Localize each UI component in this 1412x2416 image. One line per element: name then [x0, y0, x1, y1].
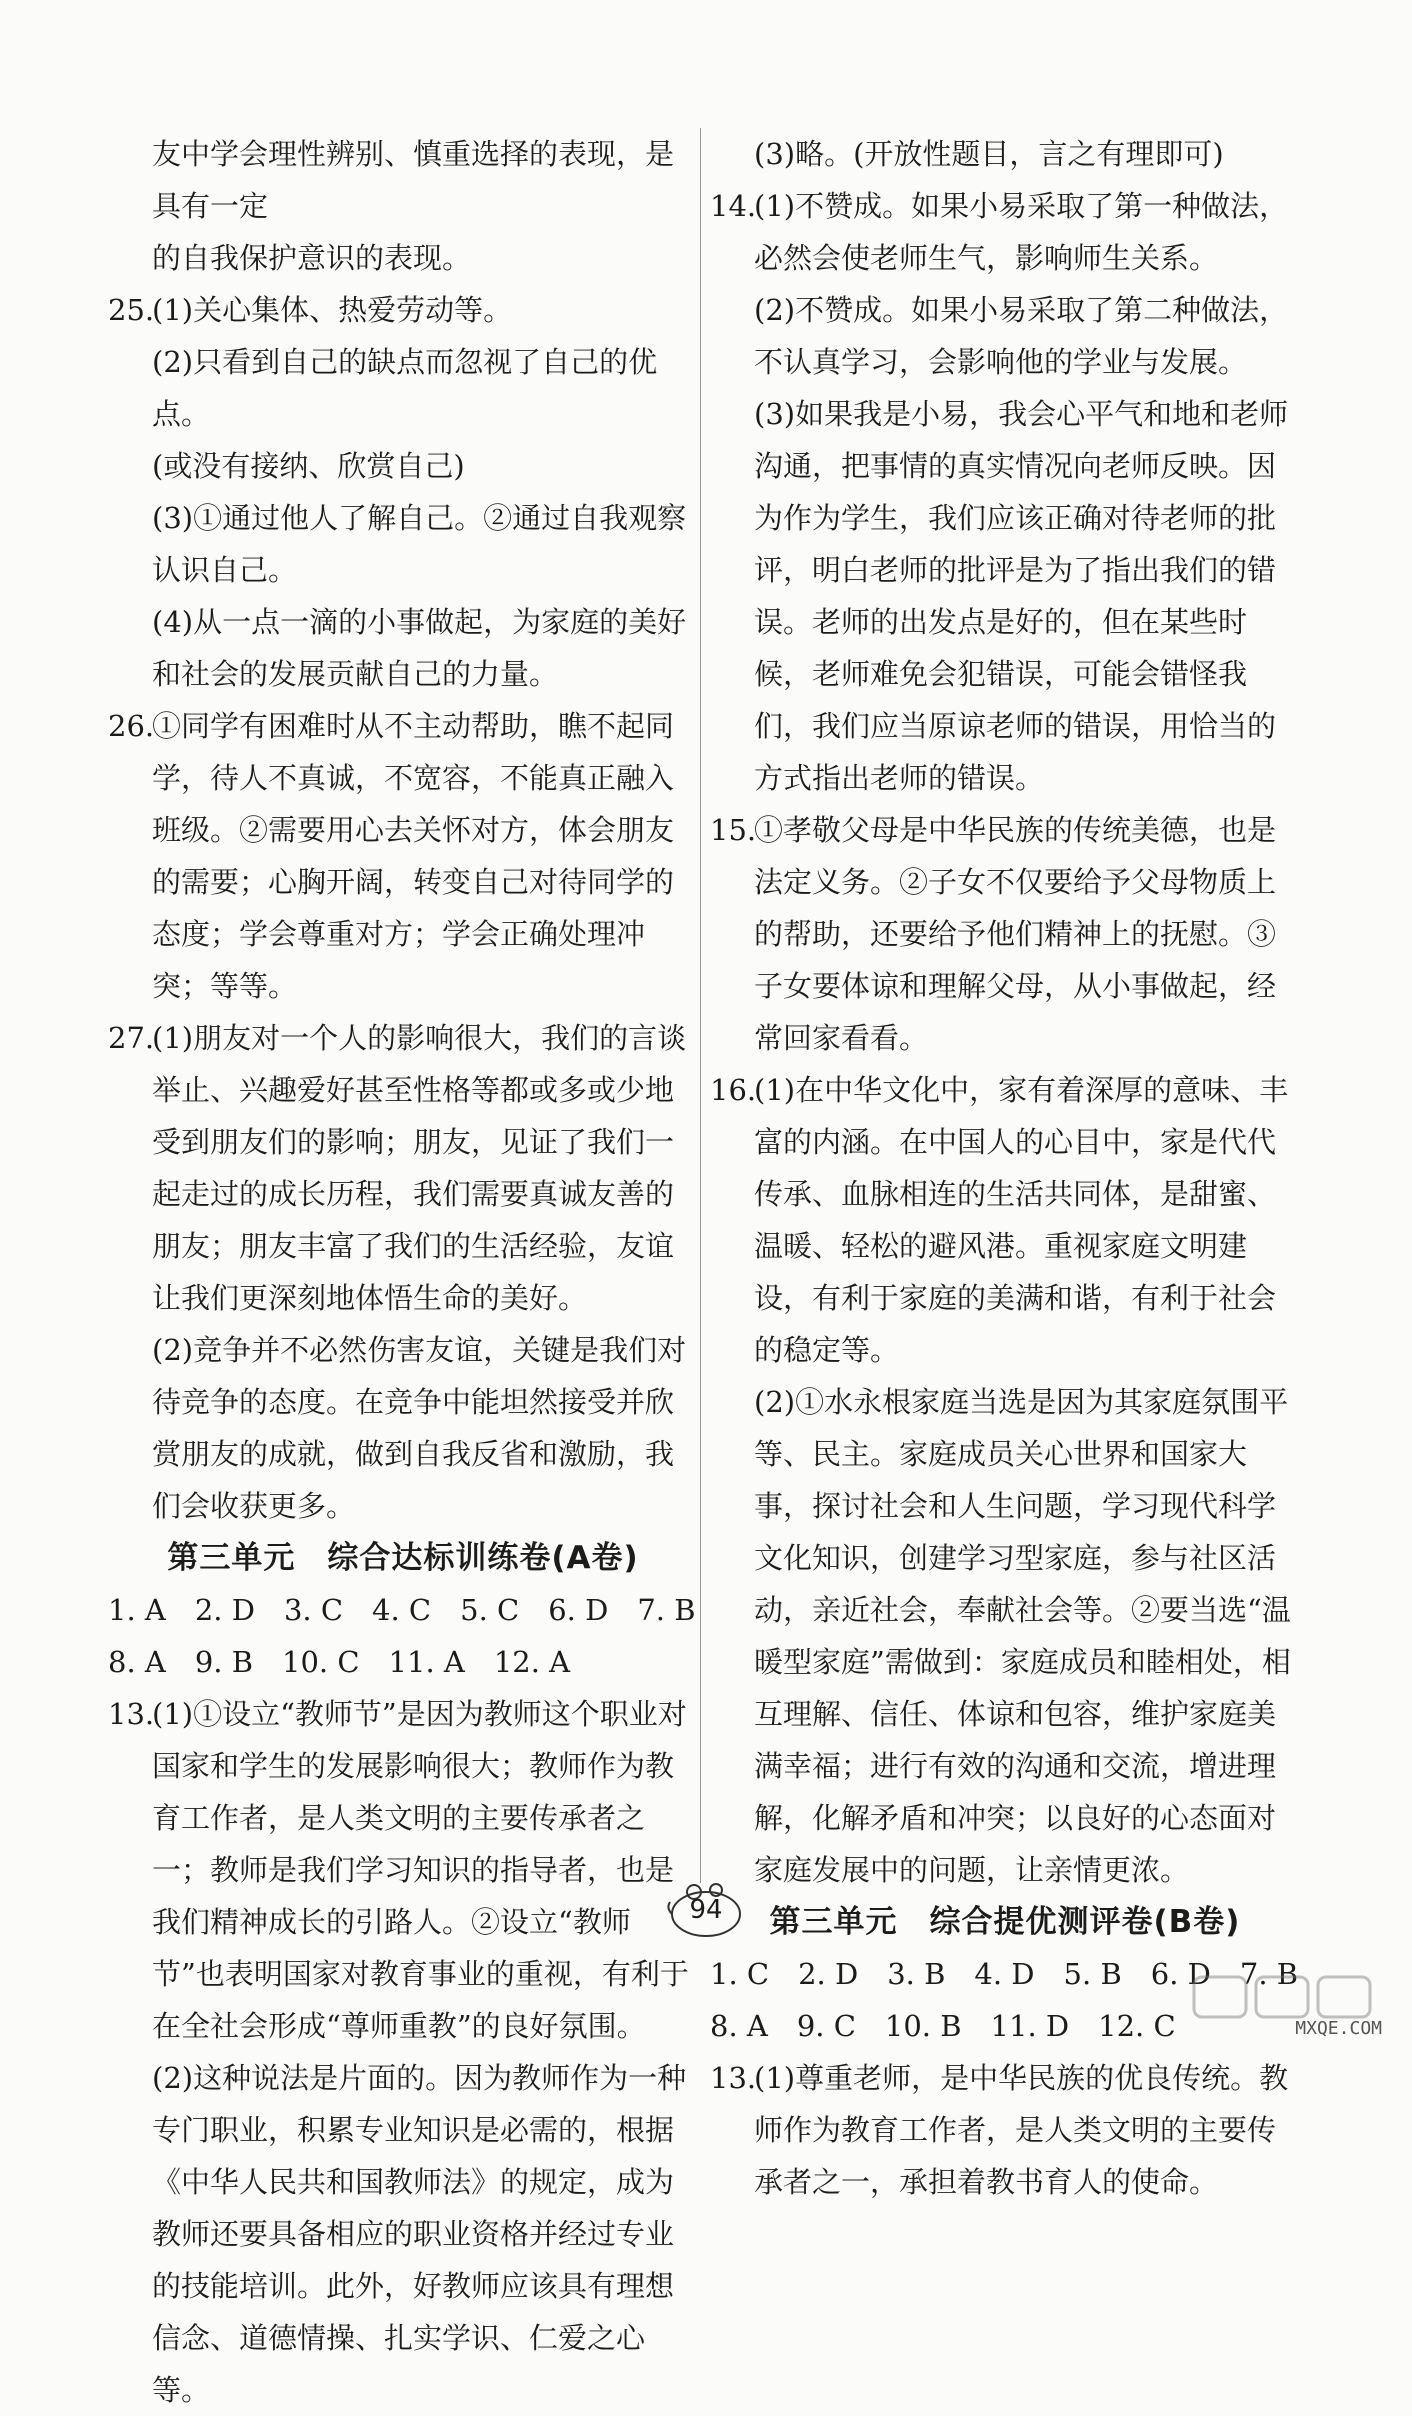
question-15	[710, 804, 1300, 1064]
left-column	[108, 128, 698, 2416]
watermark-text: MXQE.COM	[1295, 2018, 1382, 2039]
question-13-b	[710, 2052, 1300, 2208]
answer-part: (3)①通过他人了解自己。②通过自我观察认识自己。	[152, 501, 687, 587]
question-number: 16.	[710, 1073, 757, 1107]
answer-part: (1)朋友对一个人的影响很大，我们的言谈举止、兴趣爱好甚至性格等都或多或少地受到朋友们的影响；朋友，见证了我们一起走过的成长历程，我们需要真诚友善的朋友；朋友丰富了我们的生活经验，友谊让我们更深刻地体悟生命的美好。	[152, 1021, 687, 1315]
question-16	[710, 1064, 1300, 1896]
page-number: 94	[689, 1895, 723, 1925]
answer-part: (2)不赞成。如果小易采取了第二种做法，不认真学习，会影响他的学业与发展。	[754, 293, 1289, 379]
answer-part: (1)在中华文化中，家有着深厚的意味、丰富的内涵。在中国人的心目中，家是代代传承、血脉相连的生活共同体，是甜蜜、温暖、轻松的避风港。重视家庭文明建设，有利于家庭的美满和谐，有利于社会的稳定等。	[754, 1073, 1289, 1367]
column-divider	[700, 128, 701, 1883]
choice-answers: 1. A 2. D 3. C 4. C 5. C 6. D 7. B	[108, 1593, 696, 1627]
question-number: 14.	[710, 189, 757, 223]
page-number-badge	[664, 1880, 748, 1940]
continuation-text	[710, 128, 1300, 180]
choice-answers: 1. C 2. D 3. B 4. D 5. B 6. D 7. B	[710, 1957, 1299, 1991]
choice-answers: 8. A 9. B 10. C 11. A 12. A	[108, 1645, 571, 1679]
question-26	[108, 700, 698, 1012]
question-number: 15.	[710, 813, 757, 847]
section-heading-b: 第三单元 综合提优测评卷(B卷)	[769, 1904, 1241, 1940]
right-column	[710, 128, 1300, 2208]
question-number: 26.	[108, 709, 155, 743]
answer-part: (2)①水永根家庭当选是因为其家庭氛围平等、民主。家庭成员关心世界和国家大事，探讨社会和人生问题，学习现代科学文化知识，创建学习型家庭，参与社区活动，亲近社会，奉献社会等。②要当选“温暖型家庭”需做到：家庭成员和睦相处，相互理解、信任、体谅和包容，维护家庭美满幸福；进行有效的沟通和交流，增进理解，化解矛盾和冲突；以良好的心态面对家庭发展中的问题，让亲情更浓。	[754, 1385, 1291, 1887]
question-number: 13.	[710, 2061, 757, 2095]
answer-part: (2)这种说法是片面的。因为教师作为一种专门职业，积累专业知识是必需的，根据《中华人民共和国教师法》的规定，成为教师还要具备相应的职业资格并经过专业的技能培训。此外，好教师应该具有理想信念、道德情操、扎实学识、仁爱之心等。	[152, 2061, 687, 2407]
answer-part: (2)竞争并不必然伤害友谊，关键是我们对待竞争的态度。在竞争中能坦然接受并欣赏朋友的成就，做到自我反省和激励，我们会收获更多。	[152, 1333, 687, 1523]
answer-part: (4)从一点一滴的小事做起，为家庭的美好和社会的发展贡献自己的力量。	[152, 605, 687, 691]
question-25	[108, 284, 698, 700]
question-27	[108, 1012, 698, 1532]
choice-answers: 8. A 9. C 10. B 11. D 12. C	[710, 2009, 1176, 2043]
question-number: 13.	[108, 1697, 155, 1731]
answer-part: (2)只看到自己的缺点而忽视了自己的优点。	[152, 345, 658, 431]
question-13-a	[108, 1688, 698, 2416]
continuation-line: 的自我保护意识的表现。	[152, 241, 472, 275]
continuation-text	[108, 128, 698, 284]
continuation-line: 友中学会理性辨别、慎重选择的表现，是具有一定	[152, 137, 675, 223]
section-heading-a: 第三单元 综合达标训练卷(A卷)	[167, 1540, 639, 1576]
answer-part: (1)关心集体、热爱劳动等。	[152, 293, 513, 327]
answer-part: (1)①设立“教师节”是因为教师这个职业对国家和学生的发展影响很大；教师作为教育工作者，是人类文明的主要传承者之一；教师是我们学习知识的指导者，也是我们精神成长的引路人。②设立“教师节”也表明国家对教育事业的重视，有利于在全社会形成“尊师重教”的良好氛围。	[152, 1697, 689, 2043]
question-number: 25.	[108, 293, 155, 327]
answer-part: (或没有接纳、欣赏自己)	[152, 449, 465, 483]
question-number: 27.	[108, 1021, 155, 1055]
answer-part: ①孝敬父母是中华民族的传统美德，也是法定义务。②子女不仅要给予父母物质上的帮助，还要给予他们精神上的抚慰。③子女要体谅和理解父母，从小事做起，经常回家看看。	[754, 813, 1277, 1055]
answer-part: (1)尊重老师，是中华民族的优良传统。教师作为教育工作者，是人类文明的主要传承者之一，承担着教书育人的使命。	[754, 2061, 1289, 2199]
answer-part: (1)不赞成。如果小易采取了第一种做法，必然会使老师生气，影响师生关系。	[754, 189, 1289, 275]
question-14	[710, 180, 1300, 804]
continuation-line: (3)略。(开放性题目，言之有理即可)	[754, 137, 1224, 171]
answer-part: ①同学有困难时从不主动帮助，瞧不起同学，待人不真诚，不宽容，不能真正融入班级。②需要用心去关怀对方，体会朋友的需要；心胸开阔，转变自己对待同学的态度；学会尊重对方；学会正确处理冲突；等等。	[152, 709, 675, 1003]
answer-part: (3)如果我是小易，我会心平气和地和老师沟通，把事情的真实情况向老师反映。因为作为学生，我们应该正确对待老师的批评，明白老师的批评是为了指出我们的错误。老师的出发点是好的，但在某些时候，老师难免会犯错误，可能会错怪我们，我们应当原谅老师的错误，用恰当的方式指出老师的错误。	[754, 397, 1289, 795]
